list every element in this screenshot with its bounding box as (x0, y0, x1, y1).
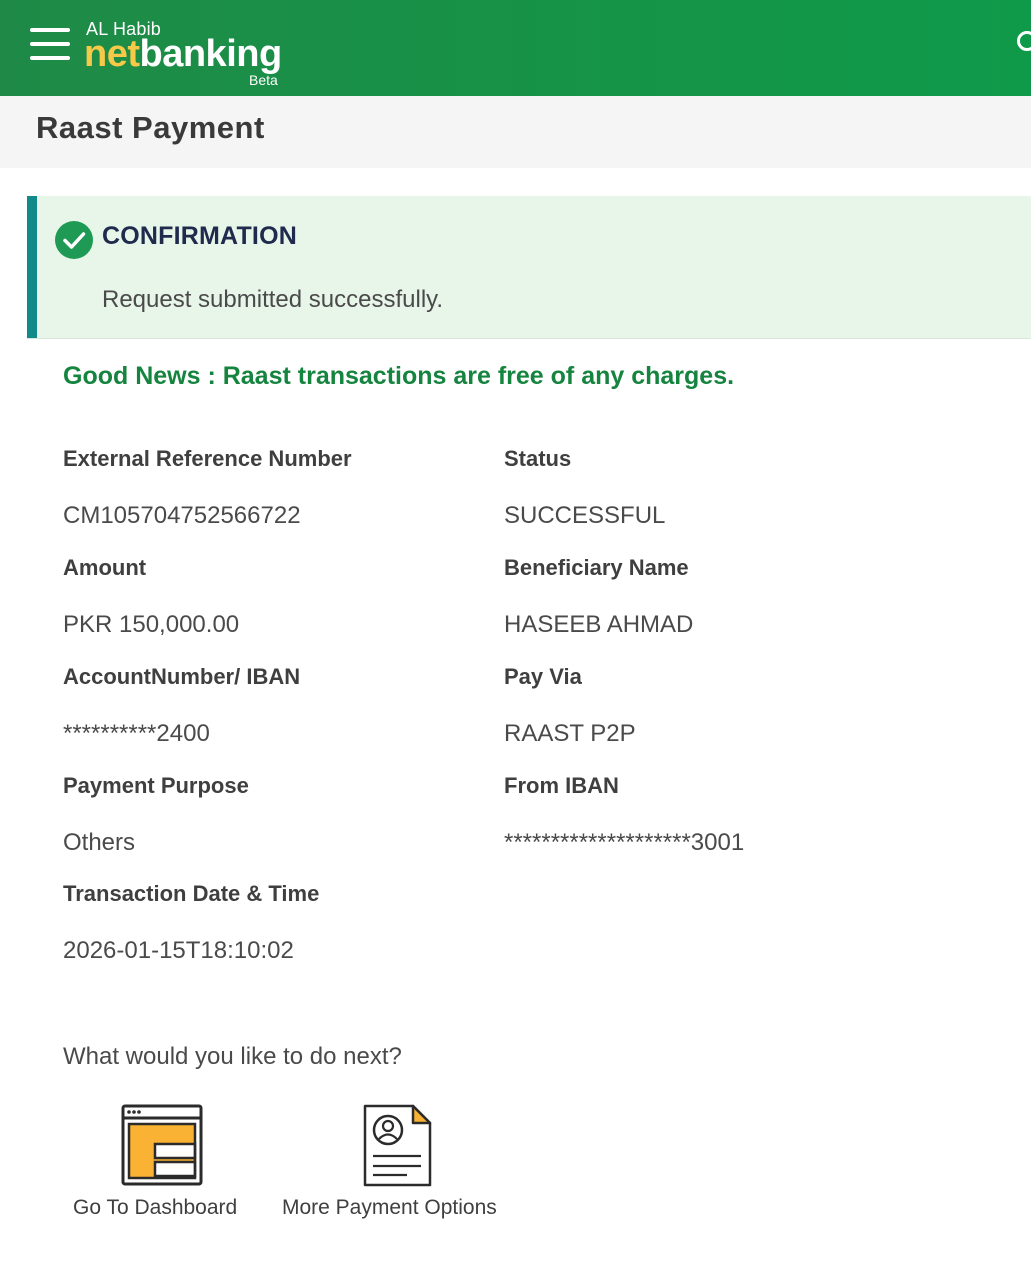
payment-purpose-value: Others (63, 829, 136, 856)
check-circle-icon (55, 221, 93, 259)
from-iban-label: From IBAN (504, 773, 619, 798)
page-title: Raast Payment (36, 110, 265, 145)
go-to-dashboard-label: Go To Dashboard (73, 1196, 238, 1219)
logo-wordmark (84, 32, 282, 76)
netbanking-logo[interactable] (84, 18, 294, 90)
external-reference-value: CM105704752566722 (63, 502, 301, 529)
search-icon[interactable] (1016, 30, 1031, 56)
more-payment-options-button[interactable] (280, 1102, 515, 1227)
external-reference-label: External Reference Number (63, 446, 352, 471)
amount-value: PKR 150,000.00 (63, 611, 240, 638)
amount-label: Amount (63, 555, 147, 580)
logo-bank-name: AL Habib (86, 19, 161, 39)
logo-net-text: net (84, 33, 140, 75)
confirmation-stripe (27, 196, 37, 338)
app-header (0, 0, 1031, 96)
pay-via-value: RAAST P2P (504, 720, 636, 747)
next-steps-title: What would you like to do next? (63, 1043, 402, 1070)
free-charges-notice: Good News : Raast transactions are free of any charges. (63, 362, 735, 390)
account-iban-value: **********2400 (63, 720, 210, 747)
from-iban-value: ********************3001 (504, 829, 745, 856)
transaction-datetime-label: Transaction Date & Time (63, 881, 320, 906)
logo-beta-tag: Beta (249, 72, 278, 88)
confirmation-banner (27, 196, 1031, 339)
payment-document-icon (363, 1104, 433, 1188)
logo-banking-text: banking (139, 33, 282, 75)
page-title-bar (0, 96, 1031, 168)
account-iban-label: AccountNumber/ IBAN (63, 664, 301, 689)
payment-purpose-label: Payment Purpose (63, 773, 249, 798)
beneficiary-name-value: HASEEB AHMAD (504, 611, 694, 638)
status-value: SUCCESSFUL (504, 502, 666, 529)
dashboard-icon (121, 1104, 203, 1186)
more-payment-options-label: More Payment Options (282, 1196, 497, 1219)
beneficiary-name-label: Beneficiary Name (504, 555, 689, 580)
confirmation-message: Request submitted successfully. (102, 286, 444, 313)
transaction-datetime-value: 2026-01-15T18:10:02 (63, 937, 294, 964)
hamburger-menu-icon[interactable] (30, 26, 70, 64)
go-to-dashboard-button[interactable] (70, 1102, 255, 1227)
pay-via-label: Pay Via (504, 664, 582, 689)
confirmation-title: CONFIRMATION (102, 222, 297, 250)
status-label: Status (504, 446, 572, 471)
